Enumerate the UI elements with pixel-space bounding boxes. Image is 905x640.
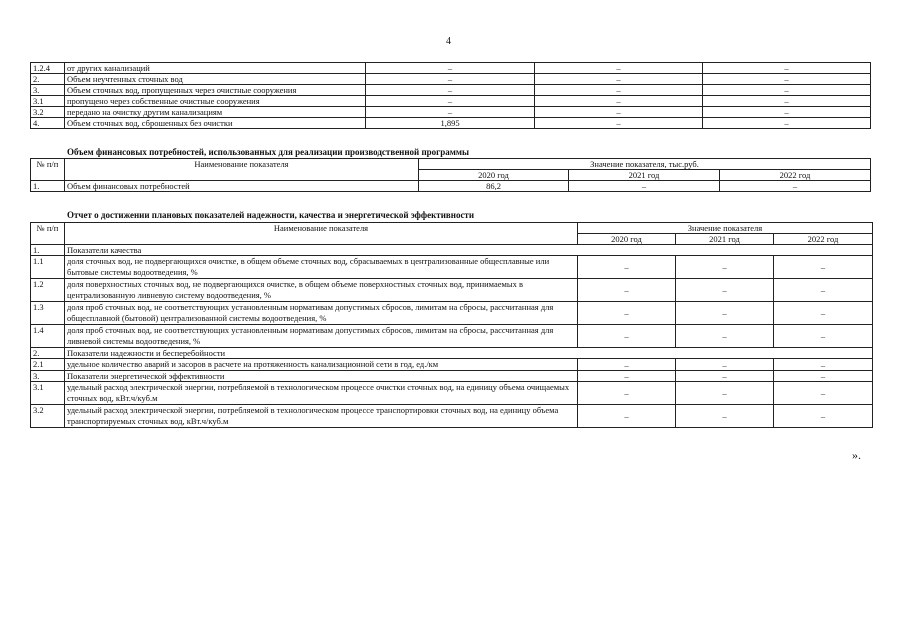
table-row <box>31 107 871 118</box>
section-title: Показатели надежности и бесперебойности <box>65 348 873 359</box>
row-value-2020: – <box>578 256 676 279</box>
row-value-2021: – <box>676 279 774 302</box>
row-value-2020: – <box>366 63 535 74</box>
performance-indicators-table <box>30 222 873 428</box>
row-num: 1.2.4 <box>31 63 65 74</box>
row-name: доля сточных вод, не подвергающихся очистке, в общем объеме сточных вод, сбрасываемых в централизованные общесплавные или бытовые системы водоотведения, % <box>65 256 578 279</box>
row-value-2022: – <box>774 359 873 371</box>
row-value-2022: – <box>703 96 871 107</box>
row-value-2021: – <box>535 74 703 85</box>
row-value-2021: – <box>535 85 703 96</box>
row-value-2022: – <box>703 85 871 96</box>
row-value-2022: – <box>774 325 873 348</box>
row-num: 1. <box>31 245 65 256</box>
row-name: удельный расход электрической энергии, потребляемой в технологическом процессе транспортировки сточных вод, на единицу объема транспортируемых сточных вод, кВт.ч/куб.м <box>65 405 578 428</box>
table-row <box>31 359 873 371</box>
row-value-2021: – <box>535 118 703 129</box>
row-value-2022: – <box>703 63 871 74</box>
row-value-2020: 86,2 <box>419 181 569 192</box>
row-num: 1.4 <box>31 325 65 348</box>
table-row <box>31 96 871 107</box>
row-num: 3. <box>31 85 65 96</box>
section-title: Показатели качества <box>65 245 873 256</box>
table-row <box>31 302 873 325</box>
row-value-2022: – <box>774 405 873 428</box>
row-value-2020: – <box>578 325 676 348</box>
header-value: Значение показателя <box>578 223 873 234</box>
row-value-2022: – <box>774 256 873 279</box>
table-row <box>31 181 871 192</box>
row-num: 3.1 <box>31 96 65 107</box>
row-value-2022: – <box>774 302 873 325</box>
row-value-2021: – <box>676 256 774 279</box>
row-num: 3.2 <box>31 107 65 118</box>
row-value-2021: – <box>535 63 703 74</box>
row-value-2022: – <box>774 279 873 302</box>
table-row <box>31 118 871 129</box>
year-2021: 2021 год <box>676 234 774 245</box>
header-value: Значение показателя, тыс.руб. <box>419 159 871 170</box>
row-name: Показатели энергетической эффективности <box>65 371 578 382</box>
row-name: Объем неучтенных сточных вод <box>65 74 366 85</box>
row-name: доля проб сточных вод, не соответствующих установленным нормативам допустимых сбросов, лимитам на сбросы, рассчитанная для ливневой системы водоотведения, % <box>65 325 578 348</box>
financial-needs-table <box>30 158 871 192</box>
row-num: 1. <box>31 181 65 192</box>
row-value-2022: – <box>703 118 871 129</box>
row-num: 2. <box>31 74 65 85</box>
year-2022: 2022 год <box>720 170 871 181</box>
row-name: доля проб сточных вод, не соответствующих установленным нормативам допустимых сбросов, лимитам на сбросы, рассчитанная для общесплавной (бытовой) централизованной системы водоотведения, % <box>65 302 578 325</box>
row-name: пропущено через собственные очистные сооружения <box>65 96 366 107</box>
table-row <box>31 63 871 74</box>
row-value-2021: – <box>676 359 774 371</box>
row-value-2020: – <box>578 371 676 382</box>
row-value-2020: – <box>366 74 535 85</box>
row-value-2020: – <box>578 302 676 325</box>
row-name: удельное количество аварий и засоров в расчете на протяженность канализационной сети в год, ед./км <box>65 359 578 371</box>
year-2021: 2021 год <box>569 170 720 181</box>
header-name: Наименование показателя <box>65 159 419 181</box>
row-value-2022: – <box>703 107 871 118</box>
row-value-2021: – <box>676 371 774 382</box>
row-value-2021: – <box>676 302 774 325</box>
row-value-2020: – <box>578 279 676 302</box>
financial-needs-caption: Объем финансовых потребностей, использованных для реализации производственной программы <box>67 147 470 157</box>
row-value-2022: – <box>774 371 873 382</box>
header-name: Наименование показателя <box>65 223 578 245</box>
table-row <box>31 382 873 405</box>
row-value-2021: – <box>676 405 774 428</box>
table-row <box>31 405 873 428</box>
row-value-2020: – <box>578 359 676 371</box>
row-value-2020: 1,895 <box>366 118 535 129</box>
row-num: 3.2 <box>31 405 65 428</box>
row-name: Объем финансовых потребностей <box>65 181 419 192</box>
year-2022: 2022 год <box>774 234 873 245</box>
row-value-2022: – <box>720 181 871 192</box>
end-mark: ». <box>852 448 861 462</box>
row-value-2021: – <box>535 96 703 107</box>
row-value-2021: – <box>535 107 703 118</box>
row-num: 1.1 <box>31 256 65 279</box>
row-num: 3.1 <box>31 382 65 405</box>
row-value-2020: – <box>578 382 676 405</box>
row-num: 2.1 <box>31 359 65 371</box>
row-num: 2. <box>31 348 65 359</box>
row-num: 1.3 <box>31 302 65 325</box>
row-value-2020: – <box>578 405 676 428</box>
table-row <box>31 325 873 348</box>
row-num: 3. <box>31 371 65 382</box>
row-value-2022: – <box>774 382 873 405</box>
wastewater-volume-table <box>30 62 871 129</box>
row-value-2020: – <box>366 85 535 96</box>
row-value-2021: – <box>569 181 720 192</box>
row-value-2021: – <box>676 325 774 348</box>
row-value-2021: – <box>676 382 774 405</box>
row-name: Объем сточных вод, пропущенных через очистные сооружения <box>65 85 366 96</box>
performance-report-caption: Отчет о достижении плановых показателей надежности, качества и энергетической эффективности <box>67 210 475 220</box>
table-row <box>31 256 873 279</box>
table-row <box>31 279 873 302</box>
page-number: 4 <box>446 36 451 47</box>
row-name: доля поверхностных сточных вод, не подвергающихся очистке, в общем объеме поверхностных сточных вод, принимаемых в централизованную ливневую систему водоотведения, % <box>65 279 578 302</box>
row-value-2020: – <box>366 107 535 118</box>
section-row <box>31 245 873 256</box>
header-num: № п/п <box>31 223 65 245</box>
row-name: Объем сточных вод, сброшенных без очистки <box>65 118 366 129</box>
row-value-2022: – <box>703 74 871 85</box>
section-row <box>31 348 873 359</box>
year-2020: 2020 год <box>578 234 676 245</box>
row-num: 4. <box>31 118 65 129</box>
header-num: № п/п <box>31 159 65 181</box>
row-name: удельный расход электрической энергии, потребляемой в технологическом процессе очистки сточных вод, на единицу объема очищаемых сточных вод, кВт.ч/куб.м <box>65 382 578 405</box>
year-2020: 2020 год <box>419 170 569 181</box>
table-row <box>31 85 871 96</box>
row-name: от других канализаций <box>65 63 366 74</box>
table-row <box>31 371 873 382</box>
table-row <box>31 74 871 85</box>
row-value-2020: – <box>366 96 535 107</box>
row-name: передано на очистку другим канализациям <box>65 107 366 118</box>
row-num: 1.2 <box>31 279 65 302</box>
